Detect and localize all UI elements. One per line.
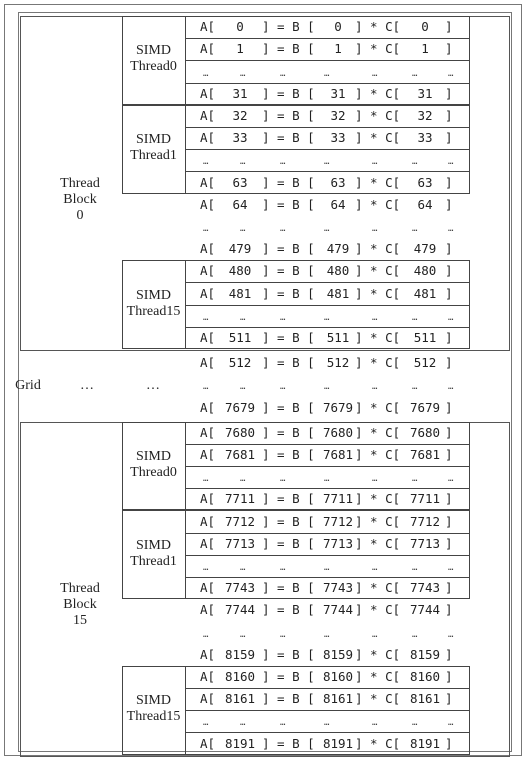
thread-block-0-simd1-row-line — [185, 171, 470, 172]
row-close: ] — [445, 263, 453, 279]
row-mul-label: ] * C[ — [355, 174, 401, 190]
row-a-label: A[ — [200, 355, 216, 371]
row-mul-label: ] * C[ — [355, 241, 401, 257]
row-b-index: 8191 — [322, 735, 354, 751]
ellipsis-dot: … — [372, 562, 377, 573]
ellipsis-dot: … — [448, 68, 453, 79]
row-a-index: 7711 — [224, 491, 256, 507]
ellipsis-dot: … — [324, 157, 329, 168]
row-eq-label: ] = B [ — [262, 646, 315, 662]
row-c-index: 33 — [417, 130, 433, 146]
row-c-index: 31 — [417, 85, 433, 101]
ellipsis-dot: … — [372, 312, 377, 323]
row-eq-label: ] = B [ — [262, 285, 315, 301]
row-a-label: A[ — [200, 285, 216, 301]
ellipsis-dot: … — [372, 474, 377, 485]
ellipsis-dot: … — [280, 629, 285, 640]
row-a-index: 7712 — [224, 513, 256, 529]
thread-block-0-simd15-row-line — [185, 327, 470, 328]
row-eq-label: ] = B [ — [262, 602, 315, 618]
row-c-index: 512 — [413, 355, 437, 371]
row-mul-label: ] * C[ — [355, 355, 401, 371]
row-mul-label: ] * C[ — [355, 399, 401, 415]
ellipsis-dot: … — [324, 562, 329, 573]
row-close: ] — [445, 535, 453, 551]
thread-block-0-simd15-row-line — [185, 305, 470, 306]
ellipsis-dot: … — [448, 223, 453, 234]
ellipsis-dot: … — [280, 157, 285, 168]
row-eq-label: ] = B [ — [262, 668, 315, 684]
row-eq-label: ] = B [ — [262, 691, 315, 707]
row-a-label: A[ — [200, 196, 216, 212]
row-a-label: A[ — [200, 491, 216, 507]
ellipsis-dot: … — [412, 68, 417, 79]
row-a-index: 1 — [236, 41, 244, 57]
row-mul-label: ] * C[ — [355, 735, 401, 751]
row-a-index: 7680 — [224, 424, 256, 440]
row-a-index: 7713 — [224, 535, 256, 551]
ellipsis-dot: … — [240, 562, 245, 573]
row-b-index: 481 — [326, 285, 350, 301]
ellipsis-dot: … — [280, 474, 285, 485]
row-a-index: 512 — [228, 355, 252, 371]
row-c-index: 64 — [417, 196, 433, 212]
row-c-index: 7713 — [409, 535, 441, 551]
row-eq-label: ] = B [ — [262, 196, 315, 212]
row-b-index: 8160 — [322, 668, 354, 684]
ellipsis-dot: … — [412, 629, 417, 640]
row-mul-label: ] * C[ — [355, 424, 401, 440]
row-eq-label: ] = B [ — [262, 735, 315, 751]
row-a-index: 7744 — [224, 602, 256, 618]
thread-block-15-simd0-row-line — [185, 488, 470, 489]
row-close: ] — [445, 446, 453, 462]
row-a-index: 63 — [232, 174, 248, 190]
ellipsis-dot: … — [324, 474, 329, 485]
row-close: ] — [445, 355, 453, 371]
row-b-index: 32 — [330, 107, 346, 123]
row-b-index: 33 — [330, 130, 346, 146]
row-close: ] — [445, 580, 453, 596]
ellipsis-dot: … — [412, 718, 417, 729]
ellipsis-dot: … — [372, 223, 377, 234]
thread-block-15-simd15-row-line — [185, 732, 470, 733]
simd-label-line: SIMD — [135, 43, 171, 59]
ellipsis-dot: … — [203, 157, 208, 168]
row-b-index: 480 — [326, 263, 350, 279]
row-close: ] — [445, 19, 453, 35]
ellipsis-dot: … — [203, 718, 208, 729]
ellipsis-dot: … — [280, 382, 285, 393]
row-close: ] — [445, 513, 453, 529]
row-c-index: 7711 — [409, 491, 441, 507]
row-c-index: 479 — [413, 241, 437, 257]
row-c-index: 7679 — [409, 399, 441, 415]
ellipsis-dot: … — [448, 562, 453, 573]
row-b-index: 7744 — [322, 602, 354, 618]
ellipsis-dot: … — [324, 223, 329, 234]
ellipsis-dot: … — [324, 629, 329, 640]
row-a-index: 0 — [236, 19, 244, 35]
grid-label: Grid — [15, 378, 41, 394]
ellipsis-dot: … — [372, 382, 377, 393]
ellipsis-dot: … — [412, 474, 417, 485]
row-a-label: A[ — [200, 668, 216, 684]
row-b-index: 512 — [326, 355, 350, 371]
row-c-index: 8159 — [409, 646, 441, 662]
ellipsis-dot: … — [203, 312, 208, 323]
ellipsis-dot: … — [203, 562, 208, 573]
row-c-index: 0 — [421, 19, 429, 35]
row-mul-label: ] * C[ — [355, 646, 401, 662]
row-a-label: A[ — [200, 263, 216, 279]
row-eq-label: ] = B [ — [262, 174, 315, 190]
row-eq-label: ] = B [ — [262, 491, 315, 507]
thread-block-0-label — [40, 176, 120, 224]
thread-block-0-simd0-row-line — [185, 38, 470, 39]
ellipsis-dot: … — [203, 382, 208, 393]
row-eq-label: ] = B [ — [262, 399, 315, 415]
row-a-label: A[ — [200, 41, 216, 57]
thread-block-15-simd15-label — [122, 693, 185, 725]
row-c-index: 32 — [417, 107, 433, 123]
row-a-label: A[ — [200, 241, 216, 257]
row-c-index: 481 — [413, 285, 437, 301]
row-close: ] — [445, 107, 453, 123]
ellipsis-dot: … — [448, 157, 453, 168]
simd-label-line: Thread15 — [126, 303, 181, 319]
row-eq-label: ] = B [ — [262, 85, 315, 101]
row-a-label: A[ — [200, 535, 216, 551]
ellipsis-dot: … — [203, 68, 208, 79]
row-c-index: 7712 — [409, 513, 441, 529]
thread-block-0-simd0-label — [122, 43, 185, 75]
row-a-index: 479 — [228, 241, 252, 257]
row-a-index: 7743 — [224, 580, 256, 596]
row-close: ] — [445, 329, 453, 345]
row-a-index: 8159 — [224, 646, 256, 662]
ellipsis-dot: … — [280, 312, 285, 323]
row-mul-label: ] * C[ — [355, 130, 401, 146]
row-b-index: 64 — [330, 196, 346, 212]
thread-block-15-simd0-row-line — [185, 444, 470, 445]
thread-block-0-simd1-row-line — [185, 127, 470, 128]
row-mul-label: ] * C[ — [355, 285, 401, 301]
ellipsis-dot: … — [372, 68, 377, 79]
row-eq-label: ] = B [ — [262, 535, 315, 551]
row-c-index: 63 — [417, 174, 433, 190]
row-a-index: 480 — [228, 263, 252, 279]
row-a-label: A[ — [200, 19, 216, 35]
row-close: ] — [445, 691, 453, 707]
row-b-index: 1 — [334, 41, 342, 57]
row-c-index: 7744 — [409, 602, 441, 618]
ellipsis-dot: … — [240, 157, 245, 168]
row-mul-label: ] * C[ — [355, 329, 401, 345]
row-mul-label: ] * C[ — [355, 19, 401, 35]
simd-label-line: SIMD — [135, 132, 171, 148]
row-eq-label: ] = B [ — [262, 329, 315, 345]
simd-label-line: Thread15 — [126, 709, 181, 725]
thread-block-15-simd15-row-line — [185, 710, 470, 711]
row-b-index: 7711 — [322, 491, 354, 507]
ellipsis-dot: … — [240, 718, 245, 729]
thread-block-ellipsis: … — [80, 378, 94, 394]
row-a-label: A[ — [200, 424, 216, 440]
ellipsis-dot: … — [372, 718, 377, 729]
ellipsis-dot: … — [448, 312, 453, 323]
row-a-label: A[ — [200, 646, 216, 662]
simd-label-line: SIMD — [135, 537, 171, 553]
ellipsis-dot: … — [324, 312, 329, 323]
row-c-index: 8161 — [409, 691, 441, 707]
simd-label-line: SIMD — [135, 287, 171, 303]
row-b-index: 7712 — [322, 513, 354, 529]
row-b-index: 7680 — [322, 424, 354, 440]
ellipsis-dot: … — [280, 223, 285, 234]
row-b-index: 7743 — [322, 580, 354, 596]
row-b-index: 479 — [326, 241, 350, 257]
row-a-label: A[ — [200, 85, 216, 101]
row-a-index: 8161 — [224, 691, 256, 707]
row-eq-label: ] = B [ — [262, 355, 315, 371]
row-eq-label: ] = B [ — [262, 513, 315, 529]
thread-block-15-simd15-row-line — [185, 688, 470, 689]
row-a-index: 31 — [232, 85, 248, 101]
row-a-label: A[ — [200, 580, 216, 596]
thread-block-0-simd0-row-line — [185, 83, 470, 84]
ellipsis-dot: … — [324, 382, 329, 393]
row-a-label: A[ — [200, 735, 216, 751]
row-mul-label: ] * C[ — [355, 263, 401, 279]
simd-label-line: Thread1 — [130, 148, 177, 164]
ellipsis-dot: … — [412, 223, 417, 234]
row-c-index: 7681 — [409, 446, 441, 462]
ellipsis-dot: … — [448, 474, 453, 485]
ellipsis-dot: … — [412, 157, 417, 168]
ellipsis-dot: … — [240, 629, 245, 640]
row-mul-label: ] * C[ — [355, 446, 401, 462]
row-close: ] — [445, 668, 453, 684]
simd-thread-ellipsis: … — [146, 378, 160, 394]
row-mul-label: ] * C[ — [355, 85, 401, 101]
row-c-index: 7743 — [409, 580, 441, 596]
row-eq-label: ] = B [ — [262, 41, 315, 57]
row-a-label: A[ — [200, 513, 216, 529]
ellipsis-dot: … — [240, 474, 245, 485]
row-eq-label: ] = B [ — [262, 19, 315, 35]
thread-block-15-label — [40, 581, 120, 629]
row-a-index: 8191 — [224, 735, 256, 751]
block-label-line: Thread — [60, 581, 100, 597]
row-close: ] — [445, 491, 453, 507]
row-b-index: 7679 — [322, 399, 354, 415]
row-c-index: 1 — [421, 41, 429, 57]
thread-block-15-simd0-row-line — [185, 466, 470, 467]
ellipsis-dot: … — [448, 382, 453, 393]
thread-block-0-simd0-row-line — [185, 60, 470, 61]
row-a-index: 64 — [232, 196, 248, 212]
row-a-index: 7679 — [224, 399, 256, 415]
block-label-line: 15 — [73, 613, 87, 629]
row-a-index: 7681 — [224, 446, 256, 462]
row-c-index: 511 — [413, 329, 437, 345]
ellipsis-dot: … — [412, 312, 417, 323]
row-b-index: 63 — [330, 174, 346, 190]
thread-block-15-simd1-row-line — [185, 533, 470, 534]
row-a-index: 33 — [232, 130, 248, 146]
row-a-label: A[ — [200, 329, 216, 345]
row-mul-label: ] * C[ — [355, 580, 401, 596]
row-eq-label: ] = B [ — [262, 263, 315, 279]
row-mul-label: ] * C[ — [355, 107, 401, 123]
thread-block-0-simd15-label — [122, 288, 185, 320]
row-a-label: A[ — [200, 174, 216, 190]
ellipsis-dot: … — [203, 629, 208, 640]
row-a-label: A[ — [200, 107, 216, 123]
ellipsis-dot: … — [240, 312, 245, 323]
row-a-label: A[ — [200, 446, 216, 462]
ellipsis-dot: … — [280, 562, 285, 573]
block-label-line: Block — [63, 191, 97, 207]
row-a-label: A[ — [200, 602, 216, 618]
ellipsis-dot: … — [412, 382, 417, 393]
row-close: ] — [445, 285, 453, 301]
thread-block-15-simd1-row-line — [185, 555, 470, 556]
row-b-index: 0 — [334, 19, 342, 35]
row-eq-label: ] = B [ — [262, 241, 315, 257]
simd-label-line: Thread0 — [130, 465, 177, 480]
ellipsis-dot: … — [203, 474, 208, 485]
thread-block-0-simd15-row-line — [185, 282, 470, 283]
block-label-line: Thread — [60, 175, 100, 191]
row-eq-label: ] = B [ — [262, 130, 315, 146]
row-eq-label: ] = B [ — [262, 446, 315, 462]
ellipsis-dot: … — [448, 718, 453, 729]
row-b-index: 7681 — [322, 446, 354, 462]
ellipsis-dot: … — [203, 223, 208, 234]
ellipsis-dot: … — [240, 68, 245, 79]
row-eq-label: ] = B [ — [262, 107, 315, 123]
row-close: ] — [445, 130, 453, 146]
row-b-index: 8161 — [322, 691, 354, 707]
row-b-index: 31 — [330, 85, 346, 101]
row-mul-label: ] * C[ — [355, 41, 401, 57]
row-a-label: A[ — [200, 691, 216, 707]
row-eq-label: ] = B [ — [262, 580, 315, 596]
row-close: ] — [445, 646, 453, 662]
simd-label-line: Thread0 — [130, 59, 177, 75]
block-label-line: 0 — [76, 207, 84, 223]
row-mul-label: ] * C[ — [355, 196, 401, 212]
simd-label-line: SIMD — [135, 449, 171, 464]
row-c-index: 8160 — [409, 668, 441, 684]
row-mul-label: ] * C[ — [355, 602, 401, 618]
row-a-label: A[ — [200, 399, 216, 415]
ellipsis-dot: … — [240, 382, 245, 393]
ellipsis-dot: … — [372, 157, 377, 168]
row-mul-label: ] * C[ — [355, 513, 401, 529]
row-a-index: 8160 — [224, 668, 256, 684]
row-b-index: 7713 — [322, 535, 354, 551]
row-close: ] — [445, 196, 453, 212]
ellipsis-dot: … — [280, 718, 285, 729]
row-mul-label: ] * C[ — [355, 691, 401, 707]
row-b-index: 511 — [326, 329, 350, 345]
row-b-index: 8159 — [322, 646, 354, 662]
row-mul-label: ] * C[ — [355, 491, 401, 507]
row-close: ] — [445, 399, 453, 415]
ellipsis-dot: … — [240, 223, 245, 234]
thread-block-0-simd1-label — [122, 132, 185, 164]
row-close: ] — [445, 85, 453, 101]
ellipsis-dot: … — [448, 629, 453, 640]
row-close: ] — [445, 174, 453, 190]
ellipsis-dot: … — [324, 68, 329, 79]
row-mul-label: ] * C[ — [355, 535, 401, 551]
row-a-index: 511 — [228, 329, 252, 345]
simd-label-line: Thread1 — [130, 553, 177, 569]
thread-block-15-simd1-row-line — [185, 577, 470, 578]
row-close: ] — [445, 602, 453, 618]
thread-block-15-simd0-label — [122, 449, 185, 481]
row-close: ] — [445, 41, 453, 57]
ellipsis-dot: … — [372, 629, 377, 640]
row-c-index: 480 — [413, 263, 437, 279]
row-close: ] — [445, 241, 453, 257]
row-close: ] — [445, 735, 453, 751]
row-a-label: A[ — [200, 130, 216, 146]
thread-block-15-simd1-label — [122, 538, 185, 570]
row-c-index: 8191 — [409, 735, 441, 751]
row-a-index: 481 — [228, 285, 252, 301]
row-eq-label: ] = B [ — [262, 424, 315, 440]
ellipsis-dot: … — [412, 562, 417, 573]
block-label-line: Block — [63, 597, 97, 613]
row-a-index: 32 — [232, 107, 248, 123]
thread-block-0-simd1-row-line — [185, 149, 470, 150]
simd-label-line: SIMD — [135, 693, 171, 709]
row-close: ] — [445, 424, 453, 440]
ellipsis-dot: … — [280, 68, 285, 79]
row-c-index: 7680 — [409, 424, 441, 440]
ellipsis-dot: … — [324, 718, 329, 729]
row-mul-label: ] * C[ — [355, 668, 401, 684]
